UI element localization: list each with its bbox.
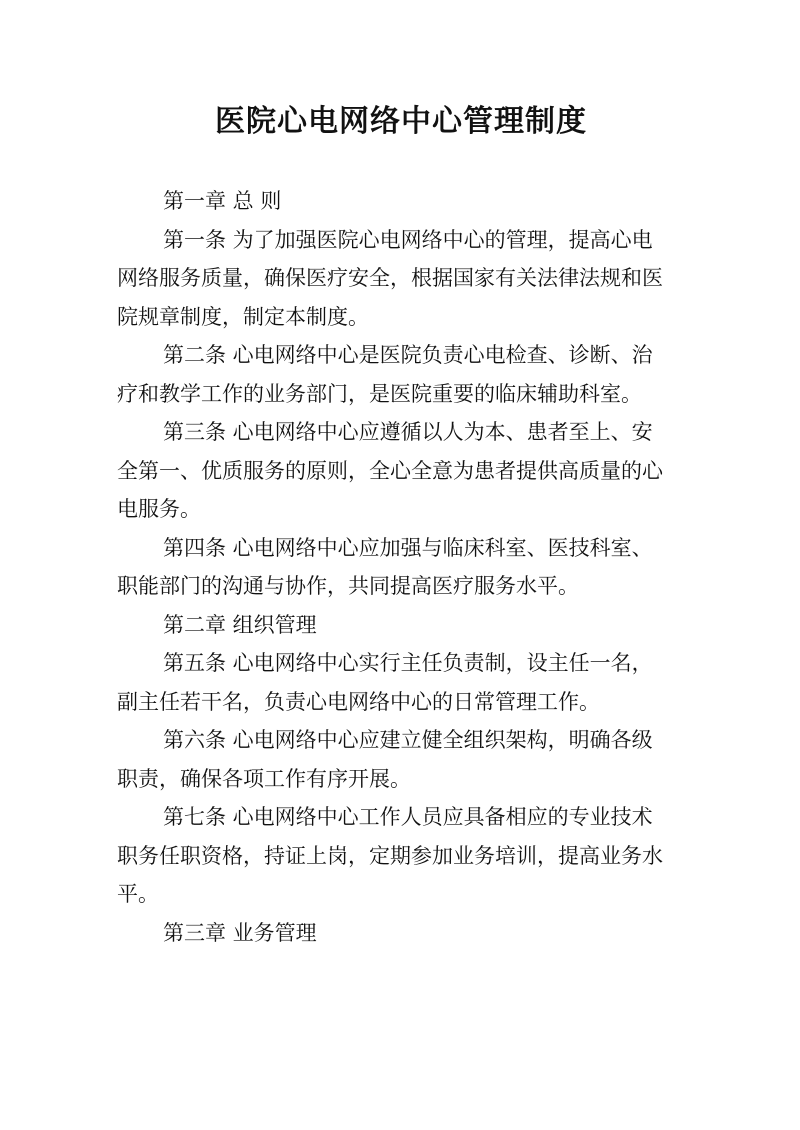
- article-3-line-3: 电服务。: [117, 497, 201, 521]
- article-6-line-1: 第六条 心电网络中心应建立健全组织架构，明确各级: [163, 728, 653, 752]
- article-2-line-2: 疗和教学工作的业务部门，是医院重要的临床辅助科室。: [117, 381, 642, 406]
- article-7-line-2: 职务任职资格，持证上岗，定期参加业务培训，提高业务水: [117, 843, 663, 868]
- article-1-line-2: 网络服务质量，确保医疗安全，根据国家有关法律法规和医: [117, 266, 663, 290]
- chapter-heading-2: 第二章 组织管理: [163, 612, 317, 637]
- article-7-line-3: 平。: [117, 882, 159, 906]
- document-body: [117, 182, 685, 952]
- document-title: 医院心电网络中心管理制度: [215, 104, 587, 139]
- article-1-line-1: 第一条 为了加强医院心电网络中心的管理，提高心电: [163, 227, 653, 252]
- article-6-line-2: 职责，确保各项工作有序开展。: [117, 766, 411, 791]
- article-5-line-1: 第五条 心电网络中心实行主任负责制，设主任一名，: [163, 651, 653, 675]
- chapter-heading-3: 第三章 业务管理: [163, 920, 317, 945]
- article-4-line-1: 第四条 心电网络中心应加强与临床科室、医技科室、: [163, 535, 653, 560]
- article-3-line-1: 第三条 心电网络中心应遵循以人为本、患者至上、安: [163, 420, 653, 444]
- article-1-line-3: 院规章制度，制定本制度。: [117, 304, 369, 329]
- article-3-line-2: 全第一、优质服务的原则，全心全意为患者提供高质量的心: [117, 458, 663, 483]
- article-2-line-1: 第二条 心电网络中心是医院负责心电检查、诊断、治: [163, 343, 653, 367]
- chapter-heading-1: 第一章 总 则: [163, 189, 282, 213]
- article-5-line-2: 副主任若干名，负责心电网络中心的日常管理工作。: [117, 689, 600, 714]
- article-4-line-2: 职能部门的沟通与协作，共同提高医疗服务水平。: [117, 574, 579, 598]
- article-7-line-1: 第七条 心电网络中心工作人员应具备相应的专业技术: [163, 805, 653, 829]
